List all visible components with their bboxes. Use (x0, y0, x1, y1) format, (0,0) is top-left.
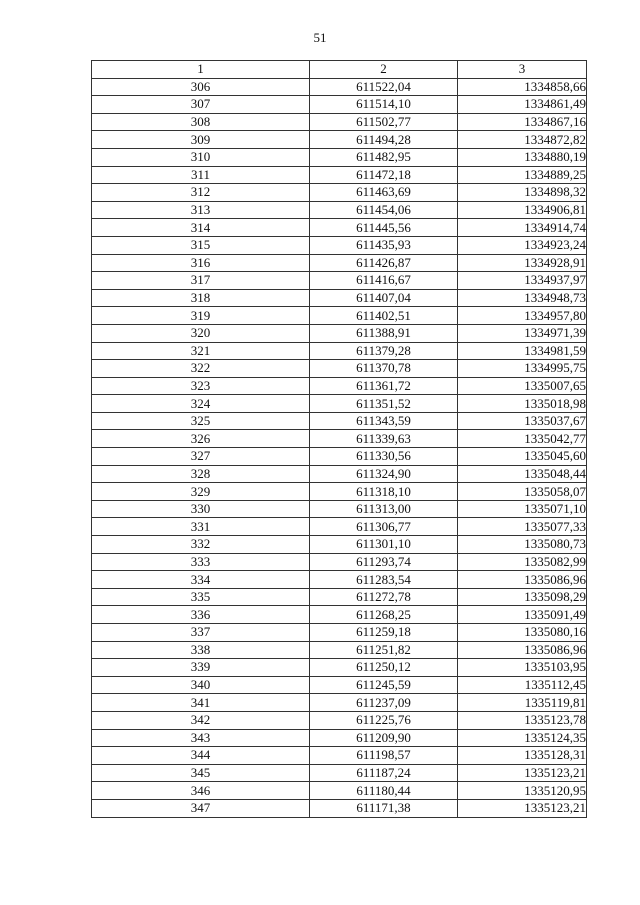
point-number-cell: 331 (92, 518, 310, 536)
y-coordinate-cell: 1335103,95 (458, 659, 587, 677)
table-row (92, 465, 587, 483)
table-row (92, 782, 587, 800)
table-row (92, 641, 587, 659)
column-header-1: 1 (92, 61, 310, 79)
table-row (92, 113, 587, 131)
column-header-3: 3 (458, 61, 587, 79)
x-coordinate-cell: 611426,87 (310, 254, 458, 272)
point-number-cell: 311 (92, 166, 310, 184)
x-coordinate-cell: 611388,91 (310, 324, 458, 342)
y-coordinate-cell: 1334957,80 (458, 307, 587, 325)
y-coordinate-cell: 1334861,49 (458, 96, 587, 114)
table-row (92, 729, 587, 747)
table-row (92, 395, 587, 413)
table-row (92, 342, 587, 360)
x-coordinate-cell: 611209,90 (310, 729, 458, 747)
x-coordinate-cell: 611180,44 (310, 782, 458, 800)
y-coordinate-cell: 1334923,24 (458, 236, 587, 254)
y-coordinate-cell: 1335123,21 (458, 764, 587, 782)
point-number-cell: 342 (92, 711, 310, 729)
x-coordinate-cell: 611402,51 (310, 307, 458, 325)
table-row (92, 536, 587, 554)
point-number-cell: 321 (92, 342, 310, 360)
table-row (92, 711, 587, 729)
y-coordinate-cell: 1335007,65 (458, 377, 587, 395)
point-number-cell: 323 (92, 377, 310, 395)
y-coordinate-cell: 1335048,44 (458, 465, 587, 483)
point-number-cell: 314 (92, 219, 310, 237)
table-row (92, 799, 587, 817)
table-row (92, 131, 587, 149)
point-number-cell: 333 (92, 553, 310, 571)
y-coordinate-cell: 1335091,49 (458, 606, 587, 624)
point-number-cell: 327 (92, 448, 310, 466)
x-coordinate-cell: 611407,04 (310, 289, 458, 307)
y-coordinate-cell: 1335082,99 (458, 553, 587, 571)
point-number-cell: 338 (92, 641, 310, 659)
x-coordinate-cell: 611472,18 (310, 166, 458, 184)
table-row (92, 659, 587, 677)
point-number-cell: 320 (92, 324, 310, 342)
x-coordinate-cell: 611494,28 (310, 131, 458, 149)
point-number-cell: 318 (92, 289, 310, 307)
y-coordinate-cell: 1335119,81 (458, 694, 587, 712)
point-number-cell: 313 (92, 201, 310, 219)
point-number-cell: 317 (92, 272, 310, 290)
x-coordinate-cell: 611445,56 (310, 219, 458, 237)
x-coordinate-cell: 611482,95 (310, 148, 458, 166)
x-coordinate-cell: 611502,77 (310, 113, 458, 131)
y-coordinate-cell: 1334971,39 (458, 324, 587, 342)
x-coordinate-cell: 611259,18 (310, 624, 458, 642)
y-coordinate-cell: 1335123,78 (458, 711, 587, 729)
table-row (92, 624, 587, 642)
table-row (92, 78, 587, 96)
point-number-cell: 337 (92, 624, 310, 642)
table-row (92, 588, 587, 606)
point-number-cell: 345 (92, 764, 310, 782)
point-number-cell: 332 (92, 536, 310, 554)
point-number-cell: 316 (92, 254, 310, 272)
x-coordinate-cell: 611225,76 (310, 711, 458, 729)
x-coordinate-cell: 611187,24 (310, 764, 458, 782)
point-number-cell: 335 (92, 588, 310, 606)
y-coordinate-cell: 1335018,98 (458, 395, 587, 413)
y-coordinate-cell: 1334880,19 (458, 148, 587, 166)
table-row (92, 606, 587, 624)
table-row (92, 676, 587, 694)
y-coordinate-cell: 1334898,32 (458, 184, 587, 202)
table-row (92, 324, 587, 342)
x-coordinate-cell: 611318,10 (310, 483, 458, 501)
table-row (92, 412, 587, 430)
point-number-cell: 341 (92, 694, 310, 712)
y-coordinate-cell: 1334914,74 (458, 219, 587, 237)
point-number-cell: 315 (92, 236, 310, 254)
y-coordinate-cell: 1335042,77 (458, 430, 587, 448)
x-coordinate-cell: 611306,77 (310, 518, 458, 536)
point-number-cell: 306 (92, 78, 310, 96)
y-coordinate-cell: 1335098,29 (458, 588, 587, 606)
table-row (92, 694, 587, 712)
y-coordinate-cell: 1335080,16 (458, 624, 587, 642)
table-row (92, 377, 587, 395)
column-header-2: 2 (310, 61, 458, 79)
x-coordinate-cell: 611351,52 (310, 395, 458, 413)
y-coordinate-cell: 1334948,73 (458, 289, 587, 307)
y-coordinate-cell: 1334981,59 (458, 342, 587, 360)
header-row (92, 61, 587, 79)
table-row (92, 518, 587, 536)
y-coordinate-cell: 1334889,25 (458, 166, 587, 184)
page-number: 51 (313, 30, 327, 45)
table-row (92, 307, 587, 325)
x-coordinate-cell: 611301,10 (310, 536, 458, 554)
point-number-cell: 310 (92, 148, 310, 166)
point-number-cell: 324 (92, 395, 310, 413)
table-row (92, 184, 587, 202)
point-number-cell: 319 (92, 307, 310, 325)
x-coordinate-cell: 611268,25 (310, 606, 458, 624)
y-coordinate-cell: 1335045,60 (458, 448, 587, 466)
table-row (92, 448, 587, 466)
x-coordinate-cell: 611514,10 (310, 96, 458, 114)
x-coordinate-cell: 611293,74 (310, 553, 458, 571)
x-coordinate-cell: 611251,82 (310, 641, 458, 659)
y-coordinate-cell: 1335128,31 (458, 747, 587, 765)
x-coordinate-cell: 611522,04 (310, 78, 458, 96)
point-number-cell: 307 (92, 96, 310, 114)
point-number-cell: 336 (92, 606, 310, 624)
table-row (92, 254, 587, 272)
x-coordinate-cell: 611370,78 (310, 360, 458, 378)
point-number-cell: 339 (92, 659, 310, 677)
point-number-cell: 312 (92, 184, 310, 202)
point-number-cell: 328 (92, 465, 310, 483)
y-coordinate-cell: 1334872,82 (458, 131, 587, 149)
table-row (92, 747, 587, 765)
table-row (92, 219, 587, 237)
y-coordinate-cell: 1334937,97 (458, 272, 587, 290)
x-coordinate-cell: 611283,54 (310, 571, 458, 589)
y-coordinate-cell: 1334906,81 (458, 201, 587, 219)
point-number-cell: 347 (92, 799, 310, 817)
point-number-cell: 340 (92, 676, 310, 694)
y-coordinate-cell: 1335080,73 (458, 536, 587, 554)
y-coordinate-cell: 1335124,35 (458, 729, 587, 747)
x-coordinate-cell: 611416,67 (310, 272, 458, 290)
y-coordinate-cell: 1335120,95 (458, 782, 587, 800)
table-row (92, 553, 587, 571)
x-coordinate-cell: 611171,38 (310, 799, 458, 817)
table-row (92, 201, 587, 219)
table-row (92, 360, 587, 378)
x-coordinate-cell: 611250,12 (310, 659, 458, 677)
y-coordinate-cell: 1334858,66 (458, 78, 587, 96)
table-row (92, 96, 587, 114)
table-row (92, 272, 587, 290)
x-coordinate-cell: 611313,00 (310, 500, 458, 518)
x-coordinate-cell: 611198,57 (310, 747, 458, 765)
y-coordinate-cell: 1334928,91 (458, 254, 587, 272)
point-number-cell: 308 (92, 113, 310, 131)
x-coordinate-cell: 611330,56 (310, 448, 458, 466)
point-number-cell: 344 (92, 747, 310, 765)
x-coordinate-cell: 611245,59 (310, 676, 458, 694)
y-coordinate-cell: 1335071,10 (458, 500, 587, 518)
y-coordinate-cell: 1335037,67 (458, 412, 587, 430)
point-number-cell: 325 (92, 412, 310, 430)
point-number-cell: 330 (92, 500, 310, 518)
point-number-cell: 309 (92, 131, 310, 149)
table-row (92, 236, 587, 254)
x-coordinate-cell: 611324,90 (310, 465, 458, 483)
point-number-cell: 334 (92, 571, 310, 589)
x-coordinate-cell: 611463,69 (310, 184, 458, 202)
y-coordinate-cell: 1334995,75 (458, 360, 587, 378)
point-number-cell: 329 (92, 483, 310, 501)
y-coordinate-cell: 1335123,21 (458, 799, 587, 817)
point-number-cell: 322 (92, 360, 310, 378)
coordinates-table (91, 60, 587, 818)
y-coordinate-cell: 1335077,33 (458, 518, 587, 536)
y-coordinate-cell: 1335112,45 (458, 676, 587, 694)
table-row (92, 571, 587, 589)
x-coordinate-cell: 611272,78 (310, 588, 458, 606)
y-coordinate-cell: 1335086,96 (458, 571, 587, 589)
table-row (92, 289, 587, 307)
x-coordinate-cell: 611379,28 (310, 342, 458, 360)
x-coordinate-cell: 611343,59 (310, 412, 458, 430)
y-coordinate-cell: 1334867,16 (458, 113, 587, 131)
x-coordinate-cell: 611237,09 (310, 694, 458, 712)
table-row (92, 430, 587, 448)
table-row (92, 166, 587, 184)
point-number-cell: 343 (92, 729, 310, 747)
x-coordinate-cell: 611454,06 (310, 201, 458, 219)
x-coordinate-cell: 611435,93 (310, 236, 458, 254)
table-row (92, 483, 587, 501)
y-coordinate-cell: 1335086,96 (458, 641, 587, 659)
table-row (92, 764, 587, 782)
point-number-cell: 346 (92, 782, 310, 800)
table-header (92, 61, 587, 79)
x-coordinate-cell: 611361,72 (310, 377, 458, 395)
table-row (92, 148, 587, 166)
table-row (92, 500, 587, 518)
point-number-cell: 326 (92, 430, 310, 448)
y-coordinate-cell: 1335058,07 (458, 483, 587, 501)
table-body (92, 78, 587, 817)
x-coordinate-cell: 611339,63 (310, 430, 458, 448)
